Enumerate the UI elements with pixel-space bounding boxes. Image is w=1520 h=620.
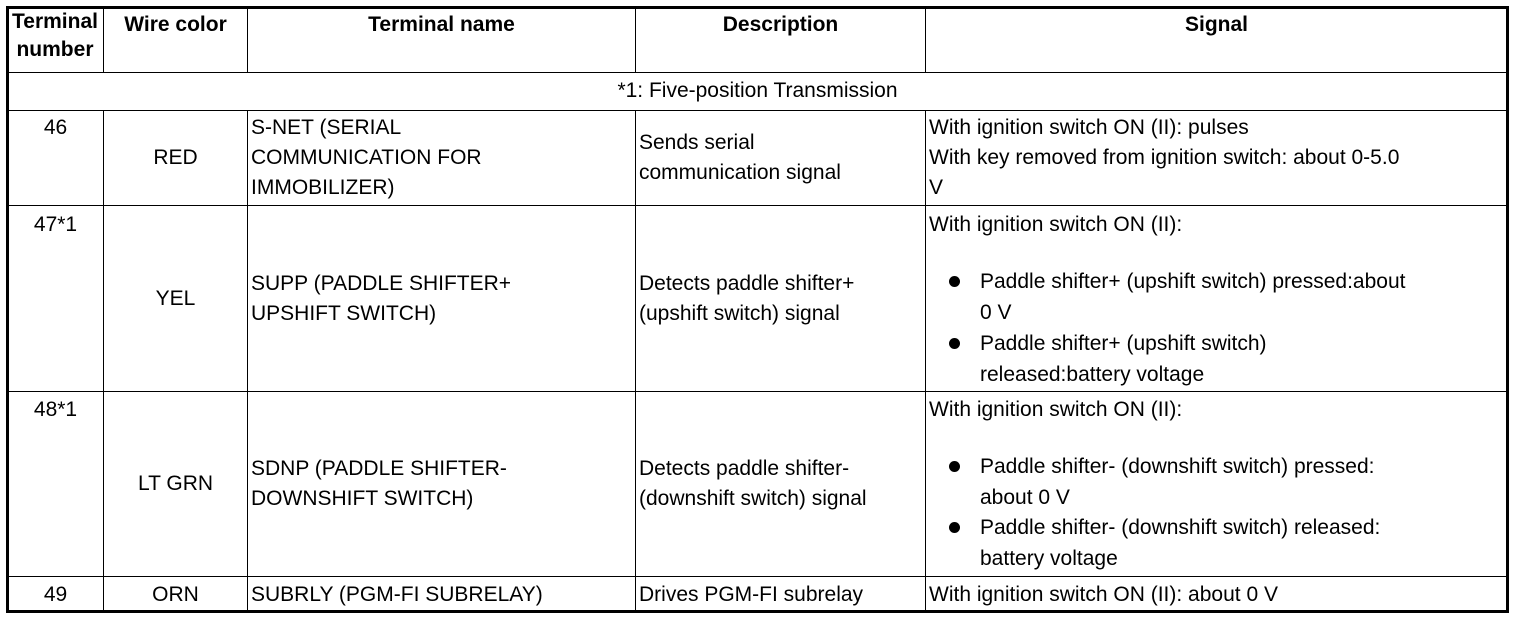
bullet-icon	[949, 276, 960, 287]
header-terminal-name: Terminal name	[368, 13, 515, 36]
row-47-bullet2-line2: released:battery voltage	[980, 363, 1205, 386]
row-46-wire-color: RED	[153, 146, 198, 169]
row-47-bullet1	[980, 266, 1505, 328]
section-note: *1: Five-position Transmission	[617, 79, 898, 102]
column-divider	[103, 110, 104, 612]
row-47-desc-line1: Detects paddle shifter+	[639, 272, 855, 295]
row-49-description: Drives PGM-FI subrelay	[639, 583, 864, 606]
row-divider	[8, 72, 1507, 73]
row-48-terminal-name	[251, 454, 635, 514]
row-47-terminal-name	[251, 269, 635, 329]
row-48-bullet1-line1: Paddle shifter- (downshift switch) pressed:	[980, 455, 1375, 478]
row-48-desc-line2: (downshift switch) signal	[639, 487, 867, 510]
row-46-desc-line1: Sends serial	[639, 131, 755, 154]
row-46-signal-line1: With ignition switch ON (II): pulses	[929, 116, 1249, 139]
row-48-number: 48*1	[33, 398, 78, 421]
row-48-name-line2: DOWNSHIFT SWITCH)	[251, 487, 474, 510]
row-48-desc-line1: Detects paddle shifter-	[639, 457, 850, 480]
row-49-terminal-name: SUBRLY (PGM-FI SUBRELAY)	[251, 583, 543, 606]
row-49-number: 49	[43, 583, 68, 606]
row-46-signal-line3: V	[929, 176, 944, 199]
row-48-bullet1-line2: about 0 V	[980, 486, 1070, 509]
bullet-icon	[949, 338, 960, 349]
row-48-bullet2-line2: battery voltage	[980, 547, 1118, 570]
row-48-bullet2-line1: Paddle shifter- (downshift switch) released:	[980, 516, 1381, 539]
row-47-wire-color: YEL	[155, 287, 196, 310]
row-divider	[8, 576, 1507, 577]
row-divider	[8, 205, 1507, 206]
header-wire-color: Wire color	[124, 13, 227, 36]
row-49-signal: With ignition switch ON (II): about 0 V	[929, 583, 1278, 606]
row-46-name-line1: S-NET (SERIAL	[251, 116, 402, 139]
bullet-icon	[949, 522, 960, 533]
row-48-name-line1: SDNP (PADDLE SHIFTER-	[251, 457, 507, 480]
row-divider	[8, 110, 1507, 111]
row-47-desc-line2: (upshift switch) signal	[639, 302, 840, 325]
row-46-desc-line2: communication signal	[639, 161, 841, 184]
row-47-bullet1-line1: Paddle shifter+ (upshift switch) pressed:about	[980, 270, 1406, 293]
column-divider	[635, 110, 636, 612]
row-48-wire-color: LT GRN	[137, 472, 214, 495]
row-46-number: 46	[43, 116, 68, 139]
column-divider	[247, 110, 248, 612]
header-description: Description	[722, 13, 839, 36]
header-terminal-number-line1: Terminal	[12, 10, 98, 33]
row-46-name-line3: IMMOBILIZER)	[251, 176, 395, 199]
row-47-name-line2: UPSHIFT SWITCH)	[251, 302, 437, 325]
row-48-description	[639, 454, 925, 514]
row-47-name-line1: SUPP (PADDLE SHIFTER+	[251, 272, 512, 295]
row-47-bullet2-line1: Paddle shifter+ (upshift switch)	[980, 332, 1267, 355]
header-terminal-number-line2: number	[16, 38, 94, 61]
bullet-icon	[949, 461, 960, 472]
row-46-signal-line2: With key removed from ignition switch: about 0-5.0	[929, 146, 1400, 169]
row-48-bullet2	[980, 512, 1505, 574]
row-46-terminal-name	[251, 113, 635, 203]
column-divider	[925, 110, 926, 612]
row-47-bullet1-line2: 0 V	[980, 301, 1012, 324]
row-48-signal-intro: With ignition switch ON (II):	[929, 398, 1183, 421]
row-47-description	[639, 269, 925, 329]
row-46-name-line2: COMMUNICATION FOR	[251, 146, 482, 169]
row-47-signal-intro: With ignition switch ON (II):	[929, 213, 1183, 236]
header-signal: Signal	[1184, 13, 1248, 36]
row-47-bullet2	[980, 328, 1505, 390]
row-49-wire-color: ORN	[152, 583, 199, 606]
row-divider	[8, 391, 1507, 392]
row-47-number: 47*1	[33, 213, 78, 236]
row-48-bullet1	[980, 451, 1505, 513]
header-terminal-number	[5, 8, 105, 64]
row-46-signal	[929, 113, 1507, 203]
row-46-description	[639, 128, 925, 188]
